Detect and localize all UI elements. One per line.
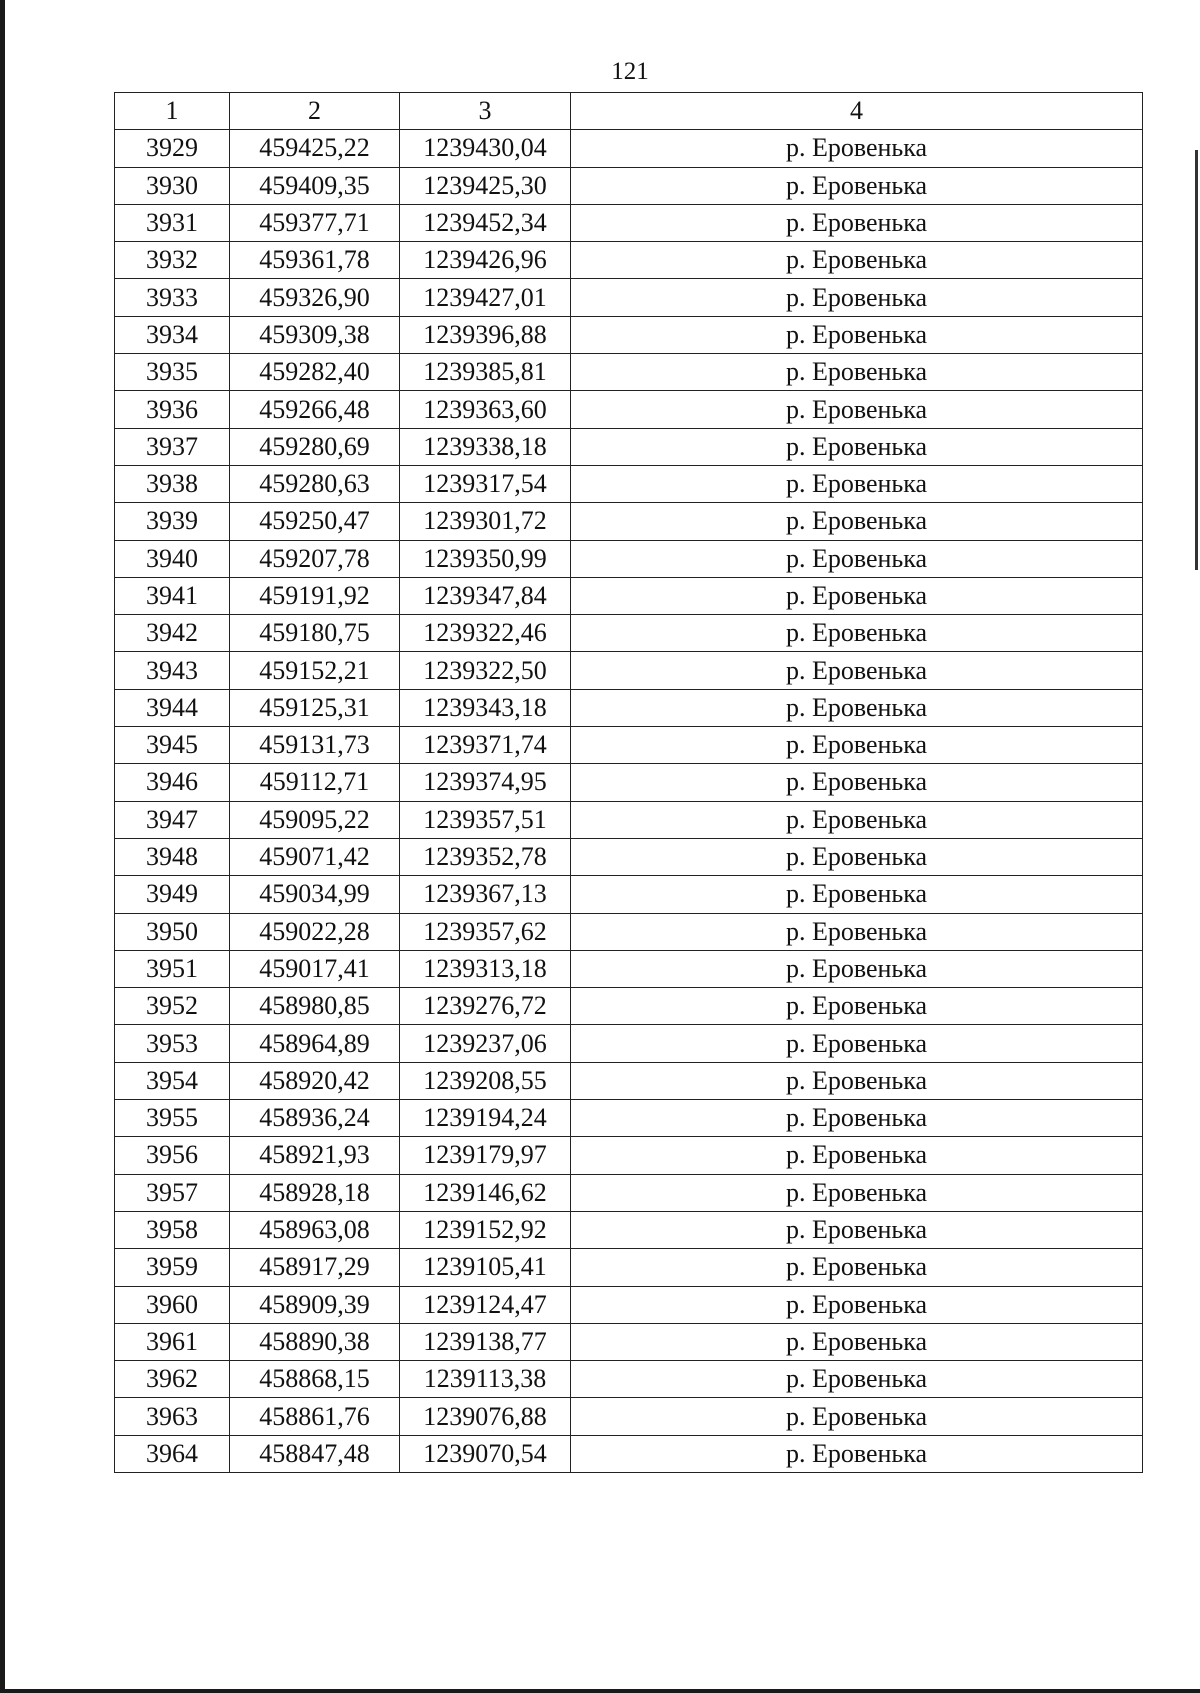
table-row: [115, 652, 1143, 689]
y-coordinate-cell: 1239276,72: [400, 988, 571, 1025]
description-cell: р. Еровенька: [571, 1249, 1143, 1286]
point-number-cell: 3941: [115, 577, 230, 614]
table-row: [115, 1100, 1143, 1137]
point-number-cell: 3942: [115, 615, 230, 652]
x-coordinate-cell: 458847,48: [230, 1435, 400, 1472]
table-body: [115, 93, 1143, 1473]
point-number-cell: 3954: [115, 1062, 230, 1099]
point-number-cell: 3959: [115, 1249, 230, 1286]
point-number-cell: 3950: [115, 913, 230, 950]
y-coordinate-cell: 1239347,84: [400, 577, 571, 614]
description-cell: р. Еровенька: [571, 876, 1143, 913]
table-row: [115, 465, 1143, 502]
y-coordinate-cell: 1239426,96: [400, 242, 571, 279]
x-coordinate-cell: 459425,22: [230, 130, 400, 167]
description-cell: р. Еровенька: [571, 1286, 1143, 1323]
table-row: [115, 1435, 1143, 1472]
y-coordinate-cell: 1239352,78: [400, 838, 571, 875]
point-number-cell: 3949: [115, 876, 230, 913]
x-coordinate-cell: 458936,24: [230, 1100, 400, 1137]
description-cell: р. Еровенька: [571, 465, 1143, 502]
x-coordinate-cell: 458920,42: [230, 1062, 400, 1099]
point-number-cell: 3960: [115, 1286, 230, 1323]
y-coordinate-cell: 1239374,95: [400, 764, 571, 801]
y-coordinate-cell: 1239357,62: [400, 913, 571, 950]
table-row: [115, 316, 1143, 353]
table-row: [115, 130, 1143, 167]
y-coordinate-cell: 1239124,47: [400, 1286, 571, 1323]
point-number-cell: 3963: [115, 1398, 230, 1435]
table-row: [115, 1398, 1143, 1435]
point-number-cell: 3936: [115, 391, 230, 428]
x-coordinate-cell: 459377,71: [230, 204, 400, 241]
description-cell: р. Еровенька: [571, 1211, 1143, 1248]
table-row: [115, 391, 1143, 428]
scan-edge-bottom: [0, 1689, 1200, 1693]
point-number-cell: 3952: [115, 988, 230, 1025]
description-cell: р. Еровенька: [571, 354, 1143, 391]
page-number: 121: [611, 58, 649, 85]
x-coordinate-cell: 459180,75: [230, 615, 400, 652]
table-row: [115, 1174, 1143, 1211]
point-number-cell: 3933: [115, 279, 230, 316]
description-cell: р. Еровенька: [571, 1435, 1143, 1472]
y-coordinate-cell: 1239237,06: [400, 1025, 571, 1062]
x-coordinate-cell: 459095,22: [230, 801, 400, 838]
point-number-cell: 3956: [115, 1137, 230, 1174]
x-coordinate-cell: 458963,08: [230, 1211, 400, 1248]
y-coordinate-cell: 1239313,18: [400, 950, 571, 987]
point-number-cell: 3955: [115, 1100, 230, 1137]
table-header-row: [115, 93, 1143, 130]
point-number-cell: 3946: [115, 764, 230, 801]
header-cell-1: 1: [115, 93, 230, 130]
point-number-cell: 3932: [115, 242, 230, 279]
table-row: [115, 913, 1143, 950]
x-coordinate-cell: 458917,29: [230, 1249, 400, 1286]
table-row: [115, 540, 1143, 577]
table-row: [115, 503, 1143, 540]
x-coordinate-cell: 459250,47: [230, 503, 400, 540]
header-cell-4: 4: [571, 93, 1143, 130]
table-row: [115, 1286, 1143, 1323]
scan-edge-left: [0, 0, 5, 1693]
y-coordinate-cell: 1239179,97: [400, 1137, 571, 1174]
table-row: [115, 1211, 1143, 1248]
point-number-cell: 3947: [115, 801, 230, 838]
description-cell: р. Еровенька: [571, 540, 1143, 577]
table-row: [115, 1062, 1143, 1099]
point-number-cell: 3951: [115, 950, 230, 987]
point-number-cell: 3937: [115, 428, 230, 465]
x-coordinate-cell: 459309,38: [230, 316, 400, 353]
y-coordinate-cell: 1239322,50: [400, 652, 571, 689]
table-row: [115, 801, 1143, 838]
description-cell: р. Еровенька: [571, 988, 1143, 1025]
table-row: [115, 1025, 1143, 1062]
description-cell: р. Еровенька: [571, 130, 1143, 167]
y-coordinate-cell: 1239138,77: [400, 1323, 571, 1360]
y-coordinate-cell: 1239350,99: [400, 540, 571, 577]
y-coordinate-cell: 1239301,72: [400, 503, 571, 540]
description-cell: р. Еровенька: [571, 1025, 1143, 1062]
description-cell: р. Еровенька: [571, 764, 1143, 801]
y-coordinate-cell: 1239396,88: [400, 316, 571, 353]
x-coordinate-cell: 459326,90: [230, 279, 400, 316]
table-row: [115, 1323, 1143, 1360]
table-row: [115, 764, 1143, 801]
description-cell: р. Еровенька: [571, 204, 1143, 241]
table-row: [115, 354, 1143, 391]
scan-edge-right: [1195, 150, 1198, 570]
description-cell: р. Еровенька: [571, 913, 1143, 950]
table-row: [115, 838, 1143, 875]
y-coordinate-cell: 1239452,34: [400, 204, 571, 241]
point-number-cell: 3929: [115, 130, 230, 167]
description-cell: р. Еровенька: [571, 428, 1143, 465]
point-number-cell: 3943: [115, 652, 230, 689]
description-cell: р. Еровенька: [571, 801, 1143, 838]
description-cell: р. Еровенька: [571, 279, 1143, 316]
description-cell: р. Еровенька: [571, 1174, 1143, 1211]
point-number-cell: 3938: [115, 465, 230, 502]
x-coordinate-cell: 459034,99: [230, 876, 400, 913]
point-number-cell: 3948: [115, 838, 230, 875]
x-coordinate-cell: 459022,28: [230, 913, 400, 950]
point-number-cell: 3953: [115, 1025, 230, 1062]
description-cell: р. Еровенька: [571, 652, 1143, 689]
x-coordinate-cell: 458980,85: [230, 988, 400, 1025]
table-row: [115, 1361, 1143, 1398]
y-coordinate-cell: 1239425,30: [400, 167, 571, 204]
y-coordinate-cell: 1239371,74: [400, 727, 571, 764]
table-row: [115, 689, 1143, 726]
header-cell-2: 2: [230, 93, 400, 130]
description-cell: р. Еровенька: [571, 577, 1143, 614]
description-cell: р. Еровенька: [571, 727, 1143, 764]
y-coordinate-cell: 1239113,38: [400, 1361, 571, 1398]
description-cell: р. Еровенька: [571, 689, 1143, 726]
x-coordinate-cell: 458964,89: [230, 1025, 400, 1062]
description-cell: р. Еровенька: [571, 1398, 1143, 1435]
point-number-cell: 3945: [115, 727, 230, 764]
table-row: [115, 204, 1143, 241]
y-coordinate-cell: 1239146,62: [400, 1174, 571, 1211]
point-number-cell: 3962: [115, 1361, 230, 1398]
x-coordinate-cell: 458928,18: [230, 1174, 400, 1211]
table-row: [115, 577, 1143, 614]
table-row: [115, 1137, 1143, 1174]
point-number-cell: 3940: [115, 540, 230, 577]
description-cell: р. Еровенька: [571, 950, 1143, 987]
y-coordinate-cell: 1239208,55: [400, 1062, 571, 1099]
point-number-cell: 3930: [115, 167, 230, 204]
x-coordinate-cell: 459112,71: [230, 764, 400, 801]
y-coordinate-cell: 1239363,60: [400, 391, 571, 428]
table-row: [115, 727, 1143, 764]
y-coordinate-cell: 1239194,24: [400, 1100, 571, 1137]
table-row: [115, 279, 1143, 316]
y-coordinate-cell: 1239322,46: [400, 615, 571, 652]
coordinates-table: [114, 92, 1143, 1473]
y-coordinate-cell: 1239076,88: [400, 1398, 571, 1435]
x-coordinate-cell: 459152,21: [230, 652, 400, 689]
point-number-cell: 3935: [115, 354, 230, 391]
table-row: [115, 167, 1143, 204]
description-cell: р. Еровенька: [571, 1137, 1143, 1174]
point-number-cell: 3944: [115, 689, 230, 726]
y-coordinate-cell: 1239357,51: [400, 801, 571, 838]
description-cell: р. Еровенька: [571, 391, 1143, 428]
table-row: [115, 876, 1143, 913]
x-coordinate-cell: 459280,63: [230, 465, 400, 502]
x-coordinate-cell: 458890,38: [230, 1323, 400, 1360]
point-number-cell: 3939: [115, 503, 230, 540]
description-cell: р. Еровенька: [571, 1062, 1143, 1099]
y-coordinate-cell: 1239317,54: [400, 465, 571, 502]
y-coordinate-cell: 1239152,92: [400, 1211, 571, 1248]
point-number-cell: 3964: [115, 1435, 230, 1472]
y-coordinate-cell: 1239427,01: [400, 279, 571, 316]
point-number-cell: 3934: [115, 316, 230, 353]
point-number-cell: 3957: [115, 1174, 230, 1211]
table-row: [115, 428, 1143, 465]
y-coordinate-cell: 1239105,41: [400, 1249, 571, 1286]
x-coordinate-cell: 459361,78: [230, 242, 400, 279]
table-row: [115, 988, 1143, 1025]
table-row: [115, 950, 1143, 987]
table-row: [115, 242, 1143, 279]
x-coordinate-cell: 459280,69: [230, 428, 400, 465]
y-coordinate-cell: 1239338,18: [400, 428, 571, 465]
x-coordinate-cell: 459266,48: [230, 391, 400, 428]
y-coordinate-cell: 1239343,18: [400, 689, 571, 726]
description-cell: р. Еровенька: [571, 1361, 1143, 1398]
description-cell: р. Еровенька: [571, 316, 1143, 353]
x-coordinate-cell: 458909,39: [230, 1286, 400, 1323]
x-coordinate-cell: 459409,35: [230, 167, 400, 204]
description-cell: р. Еровенька: [571, 167, 1143, 204]
y-coordinate-cell: 1239367,13: [400, 876, 571, 913]
y-coordinate-cell: 1239385,81: [400, 354, 571, 391]
x-coordinate-cell: 459017,41: [230, 950, 400, 987]
table-row: [115, 1249, 1143, 1286]
x-coordinate-cell: 459071,42: [230, 838, 400, 875]
description-cell: р. Еровенька: [571, 1323, 1143, 1360]
point-number-cell: 3961: [115, 1323, 230, 1360]
description-cell: р. Еровенька: [571, 1100, 1143, 1137]
point-number-cell: 3931: [115, 204, 230, 241]
x-coordinate-cell: 459282,40: [230, 354, 400, 391]
x-coordinate-cell: 458868,15: [230, 1361, 400, 1398]
y-coordinate-cell: 1239430,04: [400, 130, 571, 167]
x-coordinate-cell: 459125,31: [230, 689, 400, 726]
description-cell: р. Еровенька: [571, 838, 1143, 875]
description-cell: р. Еровенька: [571, 503, 1143, 540]
x-coordinate-cell: 459191,92: [230, 577, 400, 614]
description-cell: р. Еровенька: [571, 242, 1143, 279]
x-coordinate-cell: 458921,93: [230, 1137, 400, 1174]
y-coordinate-cell: 1239070,54: [400, 1435, 571, 1472]
header-cell-3: 3: [400, 93, 571, 130]
x-coordinate-cell: 458861,76: [230, 1398, 400, 1435]
description-cell: р. Еровенька: [571, 615, 1143, 652]
x-coordinate-cell: 459131,73: [230, 727, 400, 764]
table-row: [115, 615, 1143, 652]
point-number-cell: 3958: [115, 1211, 230, 1248]
x-coordinate-cell: 459207,78: [230, 540, 400, 577]
